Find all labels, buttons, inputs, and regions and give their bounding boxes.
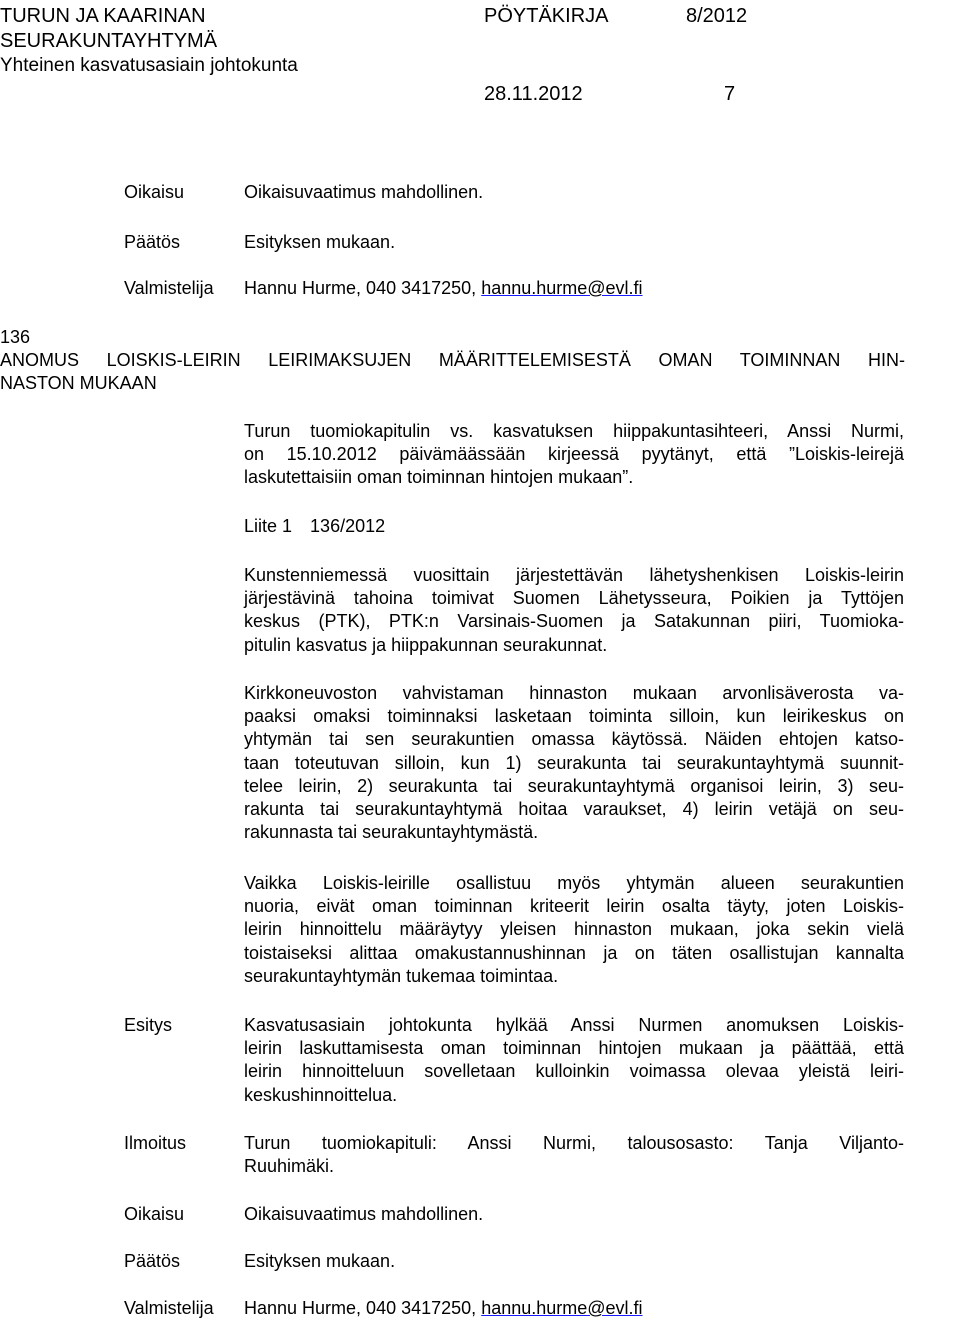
paragraph-line: Kunstenniemessä vuosittain järjestettävän lähetyshenkisen Loiskis-leirin <box>244 565 904 585</box>
esitys-line: leirin laskuttamisesta oman toiminnan hintojen mukaan ja päättää, että <box>244 1038 904 1059</box>
attachment-label: Liite 1 <box>244 516 293 536</box>
esitys-line: keskushinnoittelua. <box>244 1084 398 1105</box>
paragraph-conclusion <box>244 872 904 988</box>
oikaisu-label: Oikaisu <box>124 1204 185 1224</box>
valmistelija-text: Hannu Hurme, 040 3417250, <box>244 1298 477 1318</box>
paatos-value: Esityksen mukaan. <box>244 232 396 252</box>
oikaisu-label: Oikaisu <box>124 182 185 202</box>
attachment-reference <box>244 515 385 538</box>
section-title <box>0 349 905 395</box>
doc-number: 8/2012 <box>686 5 748 27</box>
valmistelija-email-link[interactable]: hannu.hurme@evl.fi <box>481 278 643 298</box>
esitys-line: leirin hinnoitteluun sovelletaan kulloinkin voimassa olevaa yleistä leiri- <box>244 1061 904 1082</box>
paragraph-line: keskus (PTK), PTK:n Varsinais-Suomen ja Satakunnan piiri, Tuomioka- <box>244 611 904 632</box>
paragraph-line: seurakuntayhtymän tukemaa toimintaa. <box>244 965 559 986</box>
esitys-text <box>244 1014 904 1107</box>
org-name: TURUN JA KAARINAN <box>0 5 206 27</box>
esitys-line: Kasvatusasiain johtokunta hylkää Anssi Nurmen anomuksen Loiskis- <box>244 1015 904 1035</box>
page-number: 7 <box>724 83 736 105</box>
paragraph-line: rakunnasta tai seurakuntayhtymästä. <box>244 822 539 843</box>
paragraph-line: toistaiseksi alittaa omakustannushinnan ja on täten osallistujan kannalta <box>244 942 904 963</box>
paragraph-line: Vaikka Loiskis-leirille osallistuu myös yhtymän alueen seurakuntien <box>244 873 904 893</box>
paragraph-line: taan toteutuvan silloin, kun 1) seurakunta tai seurakuntayhtymä suunnit- <box>244 752 904 773</box>
section-title-line1: ANOMUS LOISKIS-LEIRIN LEIRIMAKSUJEN MÄÄRITTELEMISESTÄ OMAN TOIMINNAN HIN- <box>0 350 905 370</box>
paragraph-organisers <box>244 564 904 657</box>
paragraph-line: Kirkkoneuvoston vahvistaman hinnaston mukaan arvonlisäverosta va- <box>244 683 904 703</box>
intro-line: on 15.10.2012 päivämäässään kirjeessä pyytänyt, että ”Loiskis-leirejä <box>244 444 904 465</box>
valmistelija-label: Valmistelija <box>124 1298 214 1318</box>
paragraph-line: järjestävinä tahoina toimivat Suomen Lähetysseura, Poikien ja Tyttöjen <box>244 588 904 609</box>
paragraph-line: pitulin kasvatus ja hiippakunnan seurakunnat. <box>244 634 608 655</box>
valmistelija-contact <box>244 277 643 300</box>
intro-line: laskutettaisiin oman toiminnan hintojen mukaan”. <box>244 467 634 488</box>
section-number: 136 <box>0 327 31 347</box>
paragraph-line: rakunta tai seurakuntayhtymä hoitaa varaukset, 4) leirin vetäjä on seu- <box>244 799 904 820</box>
paatos-value: Esityksen mukaan. <box>244 1251 396 1271</box>
intro-paragraph <box>244 420 904 490</box>
paragraph-line: telee leirin, 2) seurakunta tai seurakuntayhtymä organisoi leirin, 3) seu- <box>244 775 904 796</box>
section-title-line2: NASTON MUKAAN <box>0 373 157 393</box>
valmistelija-contact <box>244 1297 643 1320</box>
oikaisu-value: Oikaisuvaatimus mahdollinen. <box>244 1204 484 1224</box>
body-name: Yhteinen kasvatusasiain johtokunta <box>0 55 298 76</box>
paatos-label: Päätös <box>124 1251 181 1271</box>
attachment-id: 136/2012 <box>310 516 386 536</box>
ilmoitus-text <box>244 1132 904 1178</box>
paragraph-line: nuoria, eivät oman toiminnan kriteerit leirin osalta täyty, joten Loiskis- <box>244 896 904 917</box>
valmistelija-email-link[interactable]: hannu.hurme@evl.fi <box>481 1298 643 1318</box>
paragraph-line: leirin hinnoittelu määräytyy yleisen hinnaston mukaan, joka sekin vielä <box>244 919 904 940</box>
ilmoitus-line: Turun tuomiokapituli: Anssi Nurmi, talousosasto: Tanja Viljanto- <box>244 1133 904 1153</box>
ilmoitus-label: Ilmoitus <box>124 1133 187 1153</box>
paragraph-pricing-rules <box>244 682 904 844</box>
paatos-label: Päätös <box>124 232 181 252</box>
esitys-label: Esitys <box>124 1015 173 1035</box>
oikaisu-value: Oikaisuvaatimus mahdollinen. <box>244 182 484 202</box>
doc-type: PÖYTÄKIRJA <box>484 5 609 27</box>
meeting-date: 28.11.2012 <box>484 83 583 105</box>
paragraph-line: paaksi omaksi toiminnaksi lasketaan toiminta silloin, kun leirikeskus on <box>244 706 904 727</box>
valmistelija-label: Valmistelija <box>124 278 214 298</box>
ilmoitus-line: Ruuhimäki. <box>244 1156 335 1177</box>
paragraph-line: yhtymän tai sen seurakuntien omassa käytössä. Näiden ehtojen katso- <box>244 729 904 750</box>
org-name-line2: SEURAKUNTAYHTYMÄ <box>0 30 218 52</box>
valmistelija-text: Hannu Hurme, 040 3417250, <box>244 278 477 298</box>
intro-line: Turun tuomiokapitulin vs. kasvatuksen hiippakuntasihteeri, Anssi Nurmi, <box>244 421 904 441</box>
